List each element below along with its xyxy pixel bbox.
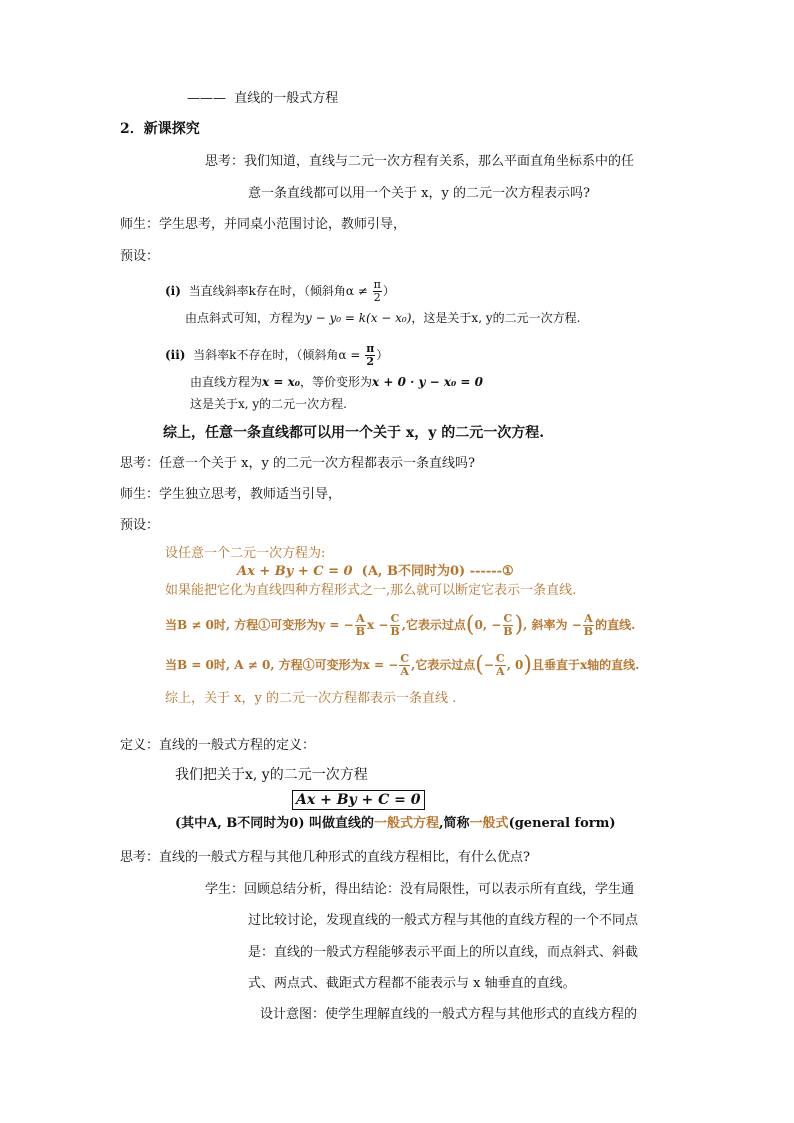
definition-l1: 我们把关于x, y的二元一次方程 <box>175 767 368 783</box>
orange-l4-f3d: B <box>503 625 513 638</box>
summary1: 综上，任意一条直线都可以用一个关于 x，y 的二元一次方程. <box>163 425 545 441</box>
case-i-detail <box>185 309 580 327</box>
orange-l4-d: , 斜率为 − <box>523 618 582 632</box>
case-ii-close: ） <box>376 348 389 362</box>
orange-l4-f1n: A <box>356 612 365 625</box>
case-ii-fraction <box>365 343 375 368</box>
case-ii-eq1: x = x₀ <box>262 375 300 389</box>
orange-l4-f4d: B <box>583 625 594 638</box>
definition-highlight-1: 一般式方程 <box>374 816 440 831</box>
orange-l2-eq: Ax + By + C = 0 <box>237 564 353 579</box>
orange-l4-f2d: B <box>390 625 400 638</box>
case-ii-frac-num: π <box>366 342 375 355</box>
orange-l2-cond: (A, B不同时为0) <box>361 564 466 579</box>
definition-boxed-wrap <box>292 790 425 810</box>
case-i-detail-b: ，这是关于x, y的二元一次方程. <box>411 311 581 325</box>
orange-l4-f2n: C <box>390 612 400 625</box>
definition-l3-a: (其中A, B不同时为0) 叫做直线的 <box>175 816 374 831</box>
header-title: 直线的一般式方程 <box>234 91 339 106</box>
case-ii-eq2: x + 0 · y − x₀ = 0 <box>372 375 484 389</box>
student-l2: 过比较讨论，发现直线的一般式方程与其他的直线方程的一个不同点 <box>248 913 639 928</box>
orange-l4-frac1 <box>355 613 366 638</box>
orange-l1: 设任意一个二元一次方程为: <box>165 546 326 561</box>
orange-l5-frac2 <box>495 653 506 678</box>
case-i-eq: y − y₀ = k(x − x₀) <box>305 311 412 325</box>
orange-l5-pt: − <box>483 658 494 672</box>
orange-l4-frac4 <box>583 613 594 638</box>
case-ii-detail-a: 由直线方程为 <box>190 375 263 389</box>
case-ii-detail1 <box>190 373 483 391</box>
case-ii-detail-b: ，等价变形为 <box>300 375 373 389</box>
teacher2: 师生：学生独立思考，教师适当引导， <box>120 487 342 502</box>
case-i-detail-a: 由点斜式可知，方程为 <box>185 311 306 325</box>
definition-l3-c: (general form) <box>508 816 616 831</box>
student-l1: 学生：回顾总结分析，得出结论：没有局限性，可以表示所有直线，学生通 <box>205 882 635 897</box>
orange-l4-c: ,它表示过点 <box>401 618 466 632</box>
think1-line1: 思考：我们知道，直线与二元一次方程有关系，那么平面直角坐标系中的任 <box>205 154 635 169</box>
section-number: 2． <box>120 121 144 137</box>
definition-highlight-2: 一般式 <box>469 816 509 831</box>
header-dash: ——— <box>187 91 226 106</box>
orange-l4-frac2 <box>389 613 400 638</box>
think2: 思考：任意一个关于 x，y 的二元一次方程都表示一条直线吗? <box>120 456 475 471</box>
orange-l5-pt2: , 0 <box>506 658 524 672</box>
definition-title: 定义：直线的一般式方程的定义： <box>120 738 316 753</box>
section-title: 新课探究 <box>143 121 200 137</box>
think3: 思考：直线的一般式方程与其他几种形式的直线方程相比，有什么优点? <box>120 850 530 865</box>
think1-line2: 意一条直线都可以用一个关于 x，y 的二元一次方程表示吗? <box>248 186 590 201</box>
definition-l3-b: ,简称 <box>439 816 470 831</box>
orange-l5-f2n: C <box>495 652 505 665</box>
case-ii-detail2: 这是关于x, y的二元一次方程. <box>190 397 347 411</box>
case-i-frac-den: 2 <box>373 291 381 304</box>
definition-boxed-eq: Ax + By + C = 0 <box>292 790 425 810</box>
preset2: 预设： <box>120 518 160 533</box>
orange-l4-f1d: B <box>355 625 366 638</box>
orange-l5-c: 且垂直于x轴的直线. <box>532 658 640 672</box>
header-line <box>187 90 338 108</box>
orange-l4-f3n: C <box>503 612 513 625</box>
orange-l4-a: 当B ≠ 0时, 方程①可变形为y = − <box>165 618 354 632</box>
student-l3: 是：直线的一般式方程能够表示平面上的所以直线，而点斜式、斜截 <box>248 945 639 960</box>
orange-l5-f2d: A <box>496 665 505 678</box>
case-ii-line <box>165 343 388 368</box>
orange-l5-a: 当B = 0时, A ≠ 0, 方程①可变形为x = − <box>165 658 399 672</box>
preset1: 预设： <box>120 249 160 264</box>
section-heading <box>120 120 200 138</box>
orange-l5-frac1 <box>399 653 410 678</box>
case-i-fraction <box>373 279 382 304</box>
case-i-close: ） <box>382 284 395 298</box>
orange-l3: 如果能把它化为直线四种方程形式之一,那么就可以断定它表示一条直线. <box>165 583 577 598</box>
orange-l4-e: 的直线. <box>595 618 636 632</box>
design-intent: 设计意图：使学生理解直线的一般式方程与其他形式的直线方程的 <box>260 1007 638 1022</box>
orange-l2 <box>237 563 514 581</box>
case-i-text: 当直线斜率k存在时，（倾斜角α ≠ <box>188 284 368 298</box>
case-ii-text: 当斜率k不存在时，（倾斜角α = <box>193 348 361 362</box>
teacher1: 师生：学生思考，并同桌小范围讨论，教师引导， <box>120 217 407 232</box>
orange-l6: 综上，关于 x，y 的二元一次方程都表示一条直线 . <box>165 691 457 706</box>
student-l4: 式、两点式、截距式方程都不能表示与 x 轴垂直的直线。 <box>248 976 576 991</box>
orange-l5-b: ,它表示过点 <box>411 658 476 672</box>
orange-l4: 当B ≠ 0时, 方程①可变形为y = − $\frac{A}{B}$ x − $\frac{C}{B}$ ,它表示过点(0, − $\frac{C}{B}$ ), 斜率为 − $\frac{A}{B}$ 的直线. <box>165 612 636 638</box>
orange-l4-b: x − <box>367 618 389 632</box>
definition-l3 <box>175 815 616 833</box>
case-ii-label: (ii) <box>165 348 186 362</box>
orange-l5: 当B = 0时, A ≠ 0, 方程①可变形为x = − $\frac{C}{A}$ ,它表示过点(− $\frac{C}{A}$ , 0)且垂直于x轴的直线. <box>165 652 640 678</box>
case-i-label: (i) <box>165 284 181 298</box>
orange-l4-frac3 <box>502 613 513 638</box>
orange-l4-f4n: A <box>584 612 593 625</box>
orange-l2-dash: ------① <box>469 564 514 579</box>
case-i-line <box>165 279 395 304</box>
case-i-frac-num: π <box>373 278 381 291</box>
orange-l5-f1d: A <box>400 665 409 678</box>
orange-l4-pt0: 0, − <box>474 618 502 632</box>
case-ii-frac-den: 2 <box>366 355 375 368</box>
orange-l5-f1n: C <box>400 652 410 665</box>
